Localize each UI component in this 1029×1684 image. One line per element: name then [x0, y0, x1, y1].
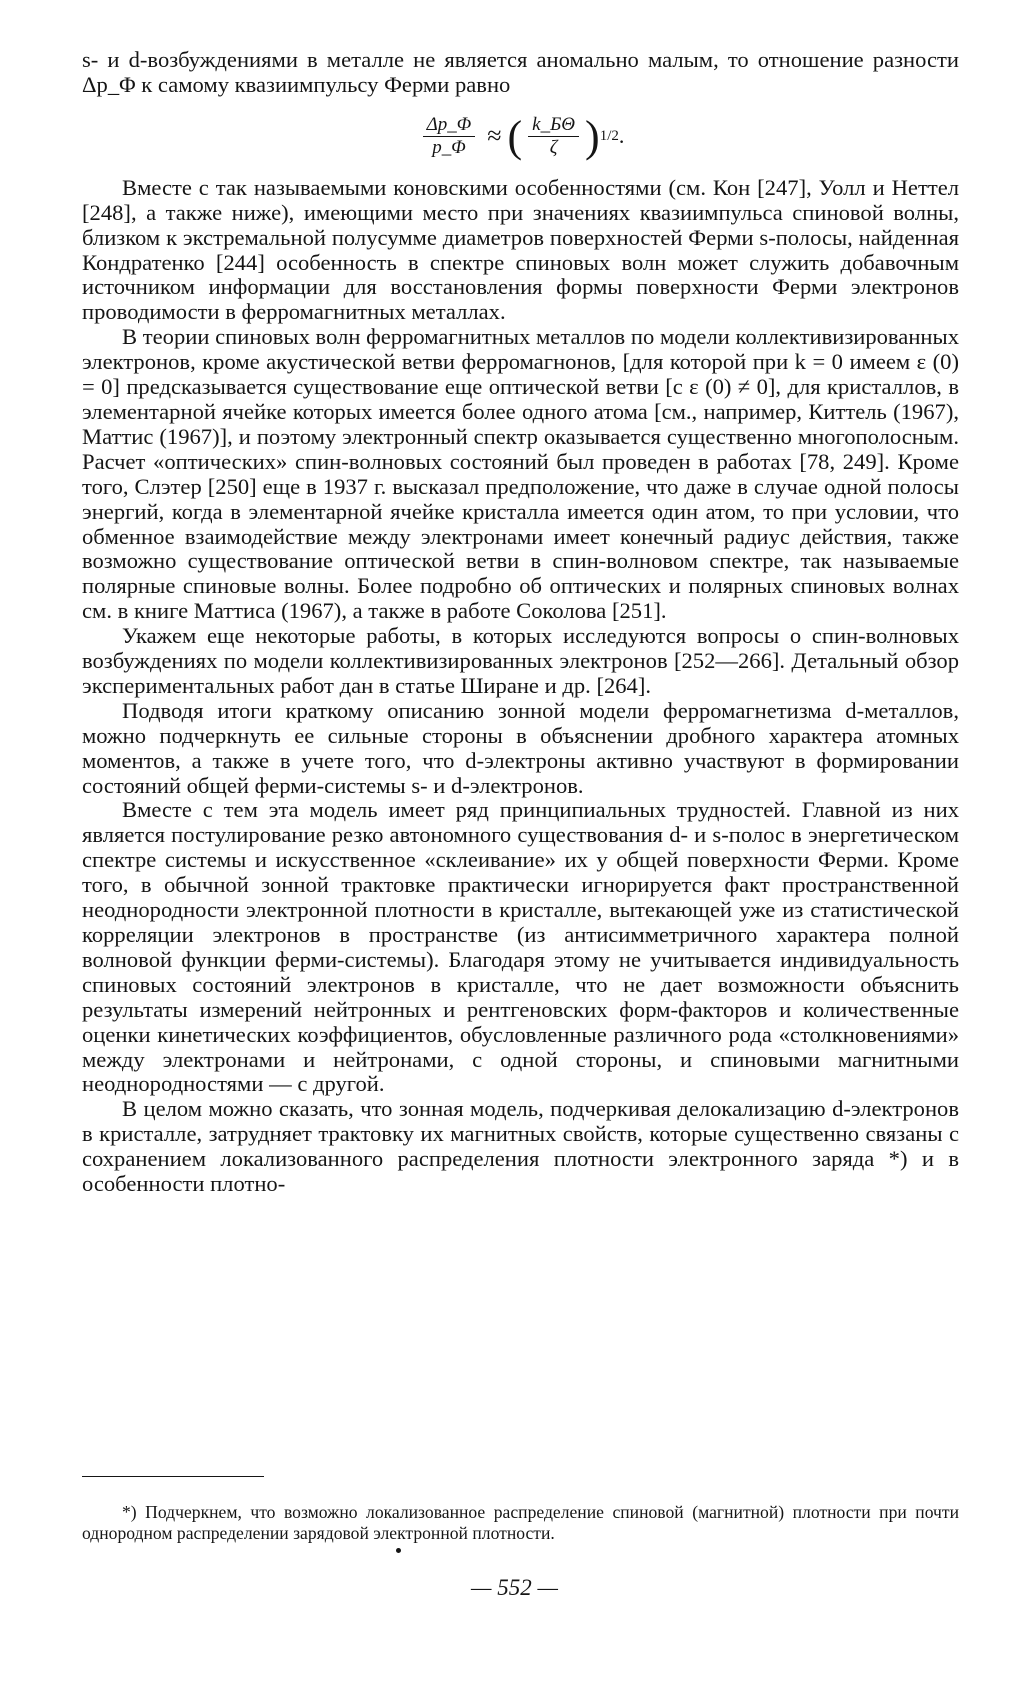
paragraph-spin-wave-theory: В теории спиновых волн ферромагнитных металлов по модели коллективизированных электронов, кроме акустической ветви ферромагнонов, [для которой при k = 0 имеем ε (0) = 0] предсказывается существование еще оптической ветви [с ε (0) ≠ 0], для кристаллов, в элементарной ячейке которых имеется более одного атома [см., например, Киттель (1967), Маттис (1967)], и поэтому электронный спектр оказывается существенно многополосным. Расчет «оптических» спин-волновых состояний был проведен в работах [78, 249]. Кроме того, Слэтер [250] еще в 1937 г. высказал предположение, что даже в случае одной полосы энергий, когда в элементарной ячейке кристалла имеется один атом, то при условии, что обменное взаимодействие между электронами имеет конечный радиус действия, также возможно существование оптической ветви в спин-волновом спектре, так называемые полярные спиновые волны. Более подробно об оптических и полярных спиновых волнах см. в книге Маттиса (1967), а также в работе Соколова [251].: [82, 324, 959, 624]
formula-period: .: [618, 123, 625, 149]
paragraph-kohn-anomalies: Вместе с так называемыми коновскими особенностями (см. Кон [247], Уолл и Неттел [248], а также ниже), имеющими место при значениях квазиимпульса спиновой волны, близком к экстремальной полусумме диаметров поверхностей Ферми s-полосы, найденная Кондратенко [244] особенность в спектре спиновых волн может служить добавочным источником информации для восстановления формы поверхности Ферми электронов проводимости в ферромагнитных металлах.: [82, 174, 959, 325]
formula-inner-fraction: [528, 114, 579, 159]
paragraph-intro: s- и d-возбуждениями в металле не является аномально малым, то отношение разности Δp_Φ к самому квазиимпульсу Ферми равно: [82, 47, 959, 97]
paragraph-references: Укажем еще некоторые работы, в которых исследуются вопросы о спин-волновых возбуждениях по модели коллективизированных электронов [252—266]. Детальный обзор экспериментальных работ дан в статье Ширане и др. [264].: [82, 623, 959, 698]
paragraph-difficulties: Вместе с тем эта модель имеет ряд принципиальных трудностей. Главной из них является постулирование резко автономного существования d- и s-полос в энергетическом спектре системы и искусственное «склеивание» их у общей поверхности Ферми. Кроме того, в обычной зонной трактовке практически игнорируется факт пространственной неоднородности электронной плотности в кристалле, вытекающей уже из статистической корреляции электронов в пространстве (из антисимметричного характера полной волновой функции ферми-системы). Благодаря этому не учитывается индивидуальность спиновых состояний электронов в кристалле, что не дает возможности объяснить результаты измерений нейтронных и рентгеновских форм-факторов и количественные оценки кинетических коэффициентов, обусловленные различного рода «столкновениями» между электронами и нейтронами, с одной стороны, и спиновыми магнитными неоднородностями — с другой.: [82, 797, 959, 1097]
paragraph-conclusion: В целом можно сказать, что зонная модель, подчеркивая делокализацию d-электронов в кристалле, затрудняет трактовку их магнитных свойств, которые существенно связаны с сохранением локализованного распределения плотности электронного заряда *) и в особенности плотно-: [82, 1096, 959, 1197]
formula-numerator: Δp_Φ: [423, 114, 476, 137]
formula-inner-denominator: ζ: [549, 137, 558, 159]
left-paren: (: [507, 111, 523, 161]
stray-dot: [396, 1548, 401, 1553]
formula-ratio: [82, 98, 959, 176]
formula-left-fraction: [423, 114, 476, 159]
formula-inner-numerator: k_БΘ: [528, 114, 579, 137]
right-paren: ): [585, 111, 600, 161]
paragraph-summary: Подводя итоги краткому описанию зонной модели ферромагнетизма d-металлов, можно подчеркнуть ее сильные стороны в объяснении дробного характера атомных моментов, а также в учете того, что d-электроны активно участвуют в формировании состояний общей ферми-системы s- и d-электронов.: [82, 697, 959, 798]
approx-sign: ≈: [487, 121, 502, 151]
formula-exponent: 1/2: [599, 128, 619, 145]
page-body: [82, 48, 959, 1197]
formula-denominator: p_Φ: [432, 137, 466, 159]
footnote: *) Подчеркнем, что возможно локализованное распределение спиновой (магнитной) плотности при почти однородном распределении зарядовой электронной плотности.: [82, 1501, 959, 1543]
footnote-divider: [82, 1476, 264, 1477]
page-number: — 552 —: [471, 1575, 558, 1600]
